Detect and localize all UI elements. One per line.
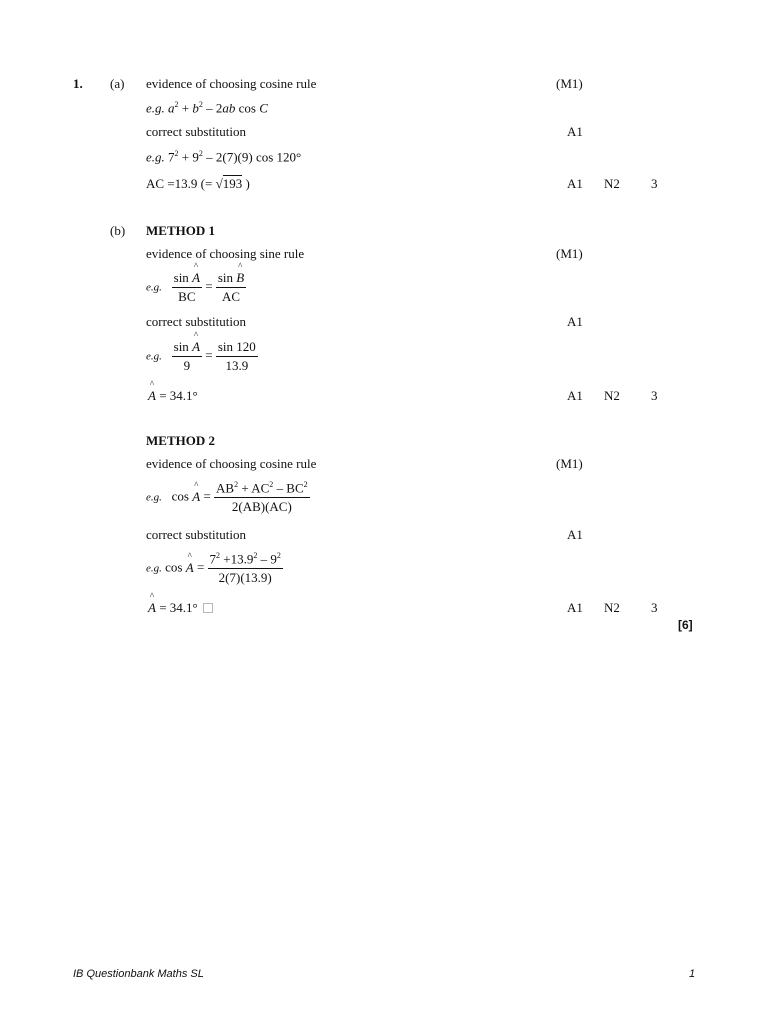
footer-page-number: 1 [689, 968, 696, 980]
method-1-line3-mark: A1 [567, 314, 583, 329]
method-1-substitution: e.g. $\frac{\sin \^{} A}{9}$ = $\frac{\sin 120}{13.9}$ [146, 339, 258, 374]
method-2-substitution: e.g. cos ^ A = $\frac{7^2 +13.9^2 - 9^2}{2(7)(13.9)}$ [146, 551, 283, 586]
method-2-points: 3 [651, 600, 658, 615]
part-a-line1-mark: (M1) [556, 76, 583, 91]
part-b-label: (b) [110, 223, 126, 238]
method-2-cosine-rule: e.g. cos ^ A = $\frac{AB^2 + AC^2 - BC^2}{2(AB)(AC)}$ [146, 480, 310, 515]
part-a-line3: correct substitution [146, 124, 247, 139]
method-2-line3-mark: A1 [567, 527, 583, 542]
method-1-line1: evidence of choosing sine rule [146, 246, 305, 261]
method-1-line3: correct substitution [146, 314, 247, 329]
method-2-title: METHOD 2 [146, 433, 215, 448]
part-a-result: AC =13.9 (= √193 ) [146, 176, 250, 191]
part-a-substitution: e.g. $7^2 + 9^2 - 2(7)(9)$ cos 120° [146, 149, 302, 165]
eg-label: e.g. [146, 149, 165, 165]
part-a-line1: evidence of choosing cosine rule [146, 76, 317, 91]
question-total-marks: [6] [678, 618, 693, 632]
method-1-result-n: N2 [604, 388, 620, 403]
method-2-line1: evidence of choosing cosine rule [146, 456, 317, 471]
method-2-line3: correct substitution [146, 527, 247, 542]
method-1-line1-mark: (M1) [556, 246, 583, 261]
fraction: $\frac{7^2 +13.9^2 - 9^2}{2(7)(13.9)}$ [209, 551, 281, 586]
method-2-result-n: N2 [604, 600, 620, 615]
eg-label: e.g. [146, 281, 162, 294]
fraction: $\frac{\sin \^{} A}{BC}$ [172, 270, 202, 305]
eg-label: e.g. [146, 100, 165, 116]
part-a-line3-mark: A1 [567, 124, 583, 139]
part-a-cosine-rule-formula: e.g. $a^2 + b^2 - 2ab$ cos C [146, 100, 268, 116]
method-1-sine-rule: e.g. $\frac{\sin \^{} A}{BC}$ = $\frac{\sin \^{} B}{AC}$ [146, 270, 246, 305]
method-2-line1-mark: (M1) [556, 456, 583, 471]
part-a-label: (a) [110, 76, 125, 91]
method-1-title: METHOD 1 [146, 223, 215, 238]
part-a-result-n: N2 [604, 176, 620, 191]
fraction: $\frac{\sin \^{} B}{AC}$ [216, 270, 246, 305]
fraction: $\frac{\sin 120}{13.9}$ [217, 339, 256, 373]
radicand: 193 [222, 176, 243, 191]
eg-label: e.g. [146, 491, 162, 504]
fraction: $\frac{AB^2 + AC^2 - BC^2}{2(AB)(AC)}$ [216, 480, 308, 515]
method-1-result: ^ A = 34.1° [148, 388, 198, 404]
eg-label: e.g. [146, 350, 162, 363]
method-2-result: ^ A = 34.1° [148, 600, 213, 616]
method-1-result-mark: A1 [567, 388, 583, 403]
fraction: $\frac{\sin \^{} A}{9}$ [172, 339, 202, 374]
eg-label: e.g. [146, 562, 162, 575]
part-a-points: 3 [651, 176, 658, 191]
method-2-result-mark: A1 [567, 600, 583, 615]
method-1-points: 3 [651, 388, 658, 403]
part-a-result-mark: A1 [567, 176, 583, 191]
footer-source: IB Questionbank Maths SL [73, 968, 204, 980]
placeholder-box-icon [203, 603, 213, 613]
question-number: 1. [73, 76, 83, 91]
